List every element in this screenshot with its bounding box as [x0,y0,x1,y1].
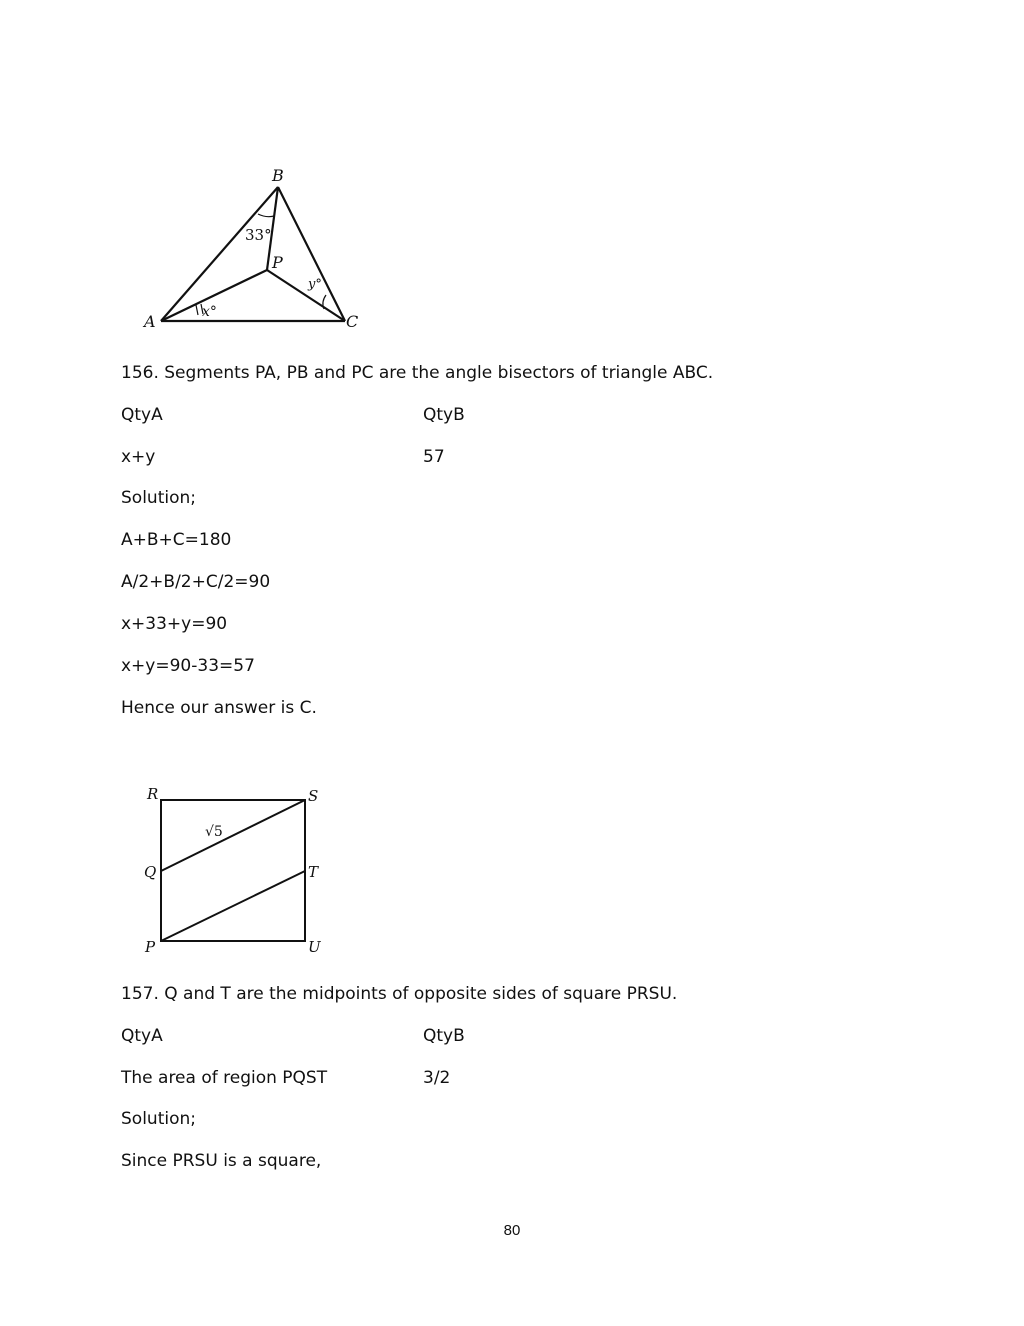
question-157-statement: 157. Q and T are the midpoints of opposite sides of square PRSU. [121,984,678,1004]
q156-qty-b-value: 57 [423,447,445,467]
q156-qty-b-header: QtyB [423,405,465,425]
q157-qty-a-value: The area of region PQST [121,1068,328,1088]
q157-qty-a-header: QtyA [121,1026,163,1046]
page-number: 80 [503,1222,521,1239]
label-q: Q [144,863,157,881]
angle-x-label: x° [202,304,217,320]
q157-solution-label: Solution; [121,1109,196,1129]
angle-y-label: y° [308,277,322,292]
square-diagram [140,780,340,960]
label-b: B [272,166,284,185]
square-figure [140,780,340,960]
label-p: P [272,253,283,272]
segment-pt [161,871,305,941]
question-156-statement: 156. Segments PA, PB and PC are the angle bisectors of triangle ABC. [121,363,714,383]
angle-b-label: 33° [245,226,272,244]
label-p: P [145,938,156,956]
label-c: C [346,312,359,331]
label-u: U [308,938,321,956]
q157-qty-b-header: QtyB [423,1026,465,1046]
q157-first-step: Since PRSU is a square, [121,1151,322,1171]
q156-conclusion: Hence our answer is C. [121,698,317,718]
q156-step-1: A+B+C=180 [121,530,232,550]
label-t: T [308,863,319,881]
square-prsu [161,800,305,941]
side-bc [278,187,345,321]
triangle-figure [140,160,380,340]
q157-qty-b-value: 3/2 [423,1068,451,1088]
segment-qs [161,800,305,871]
q156-step-3: x+33+y=90 [121,614,228,634]
side-ab [161,187,278,321]
q156-qty-a-header: QtyA [121,405,163,425]
q156-solution-label: Solution; [121,488,196,508]
segment-length-label: √5 [205,824,223,840]
q156-step-4: x+y=90-33=57 [121,656,255,676]
triangle-diagram [140,160,380,340]
label-s: S [308,787,319,805]
label-a: A [144,312,156,331]
label-r: R [147,785,159,803]
q156-qty-a-value: x+y [121,447,156,467]
angle-b-arc [258,214,274,217]
q156-step-2: A/2+B/2+C/2=90 [121,572,271,592]
